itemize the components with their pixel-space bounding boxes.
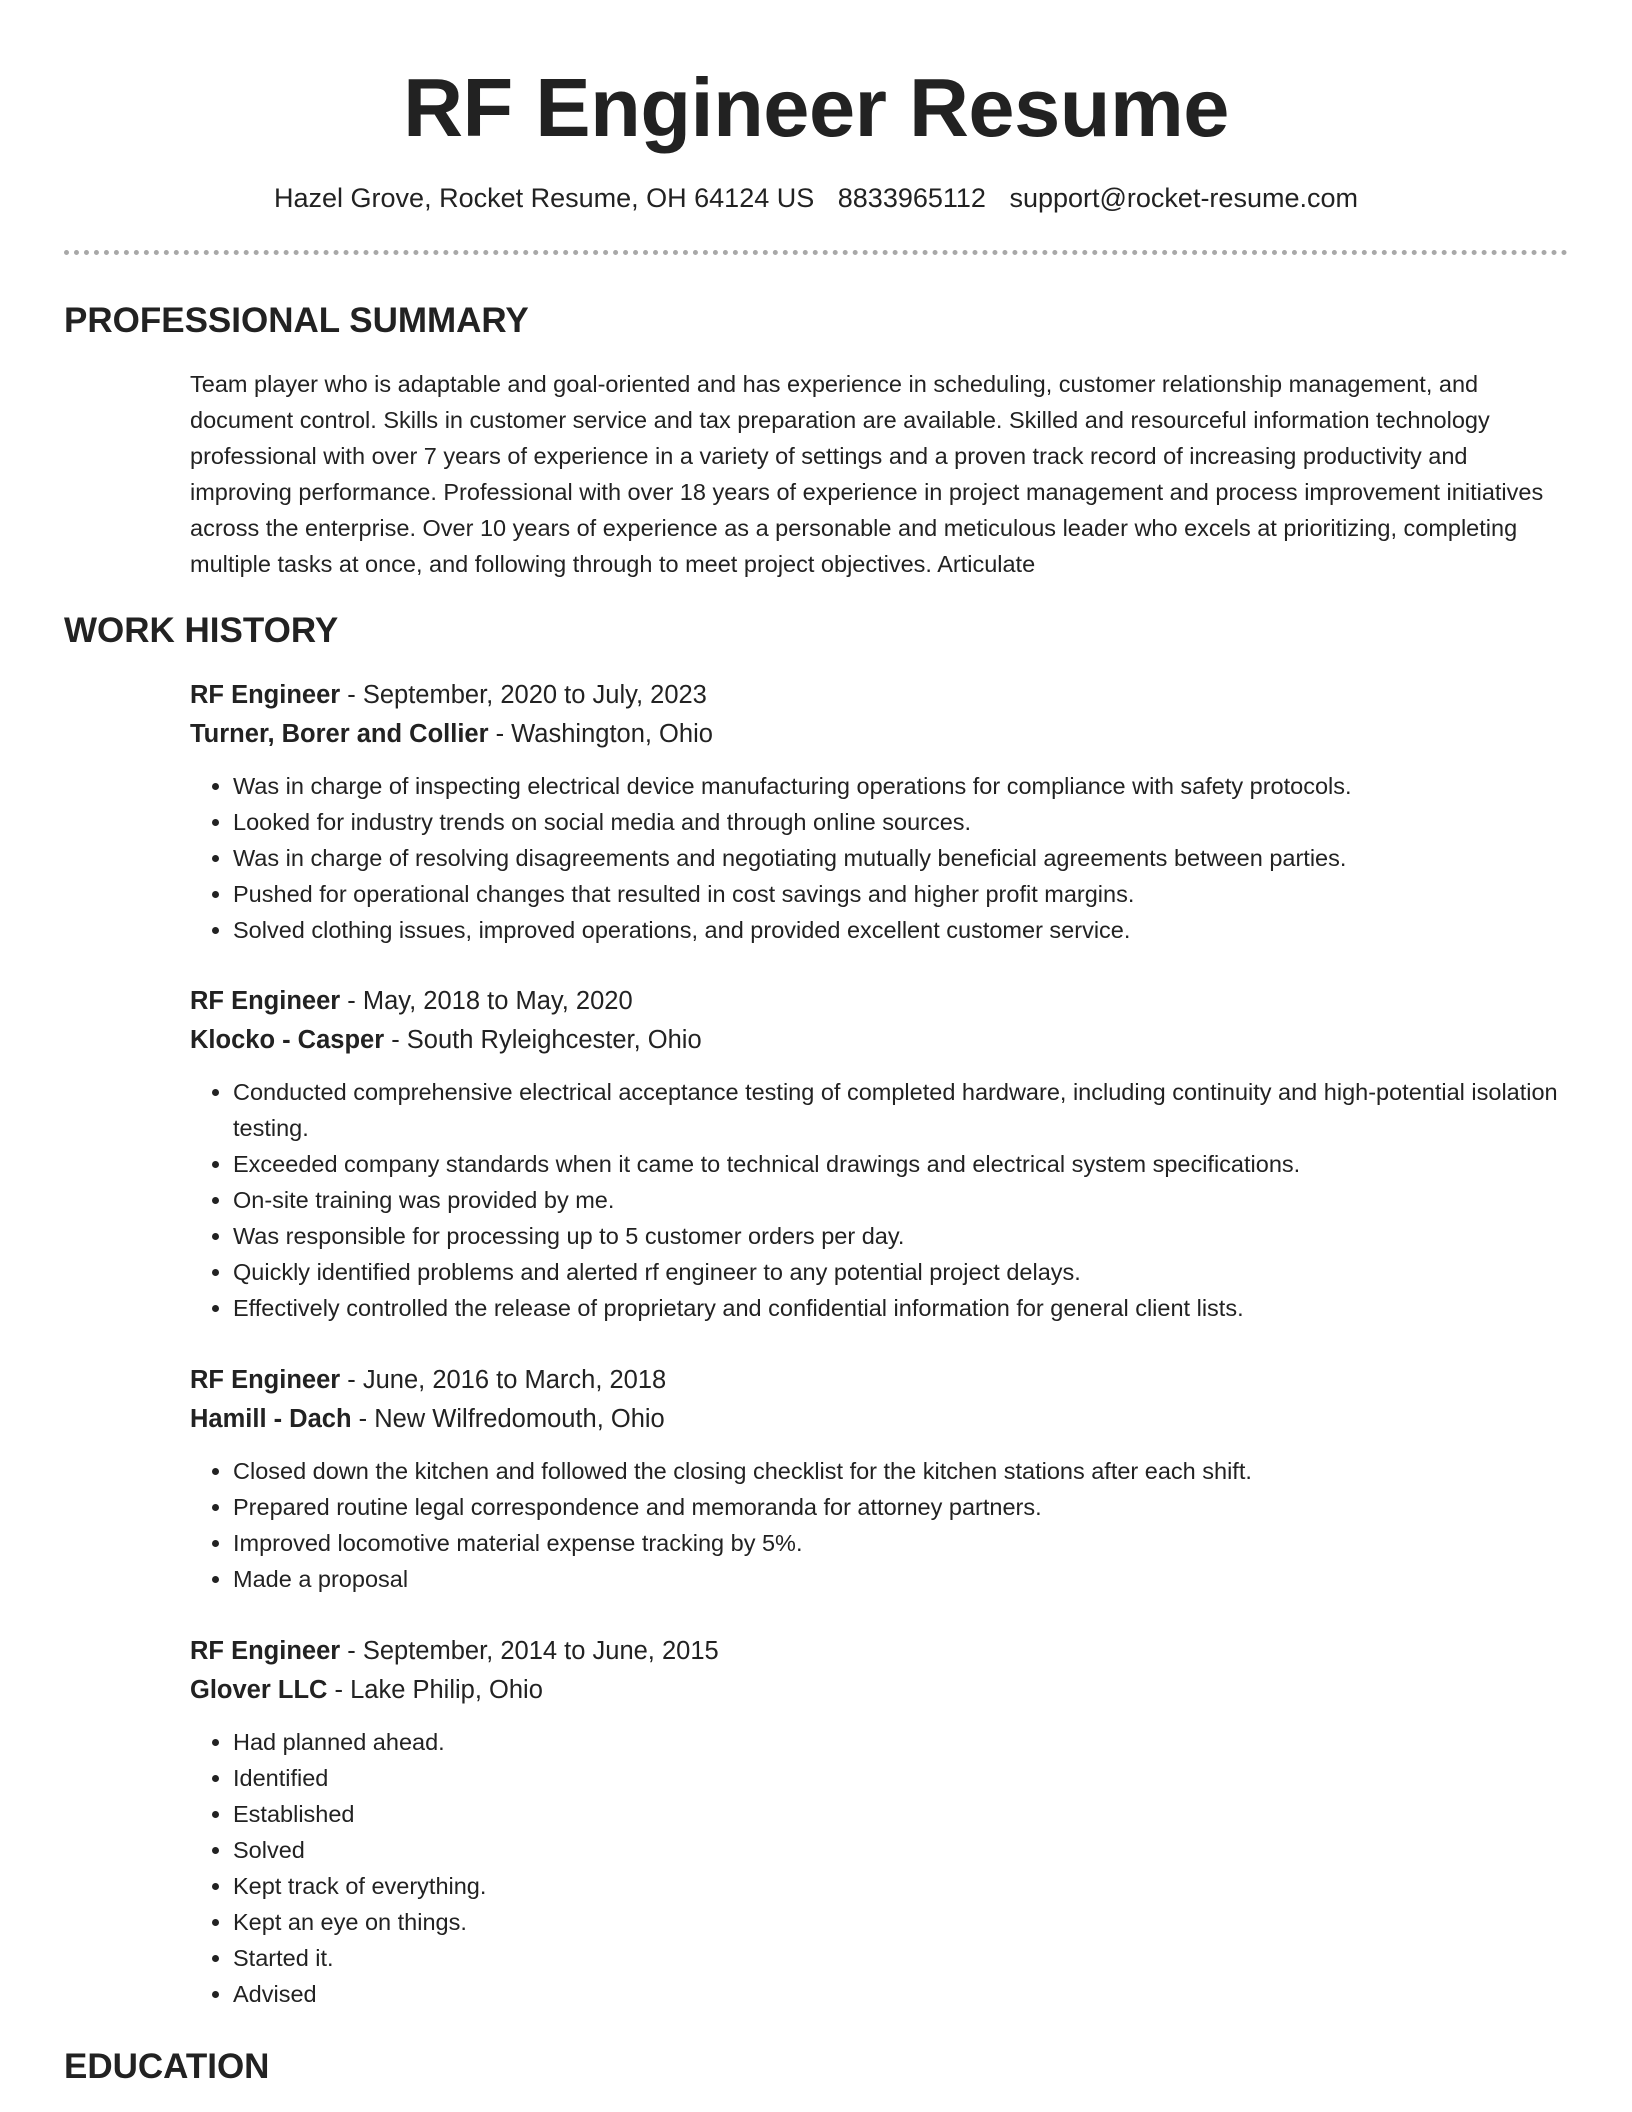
job-title: RF Engineer xyxy=(190,987,341,1015)
job-bullet: • Was in charge of resolving disagreements and negotiating mutually beneficial agreements between parties. xyxy=(233,840,1570,876)
work-history-heading: WORK HISTORY xyxy=(64,611,339,650)
job-bullet: • On-site training was provided by me. xyxy=(233,1182,1570,1218)
header-divider xyxy=(64,250,1568,255)
job-bullet: • Closed down the kitchen and followed the closing checklist for the kitchen stations after each shift. xyxy=(233,1453,1570,1489)
job-bullet: • Pushed for operational changes that resulted in cost savings and higher profit margins. xyxy=(233,876,1570,912)
job-company: Glover LLC xyxy=(190,1676,328,1704)
contact-address: Hazel Grove, Rocket Resume, OH 64124 US xyxy=(274,183,815,213)
job-bullet: • Solved xyxy=(233,1832,1570,1868)
job-bullet: • Started it. xyxy=(233,1940,1570,1976)
job-title-line xyxy=(190,982,1570,1021)
job-entry xyxy=(190,1361,1570,1597)
job-location: - Lake Philip, Ohio xyxy=(327,1676,543,1704)
job-dates: - May, 2018 to May, 2020 xyxy=(340,987,633,1015)
job-bullet: • Was in charge of inspecting electrical device manufacturing operations for compliance with safety protocols. xyxy=(233,768,1570,804)
job-dates: - September, 2014 to June, 2015 xyxy=(340,1637,719,1665)
resume-title: RF Engineer Resume xyxy=(403,61,1229,154)
job-title: RF Engineer xyxy=(190,1637,341,1665)
job-company-line xyxy=(190,715,1570,754)
summary-heading: PROFESSIONAL SUMMARY xyxy=(64,301,529,340)
job-title-line xyxy=(190,676,1570,715)
job-title: RF Engineer xyxy=(190,681,341,709)
job-bullet: • Solved clothing issues, improved operations, and provided excellent customer service. xyxy=(233,912,1570,948)
job-company: Turner, Borer and Collier xyxy=(190,720,489,748)
job-bullet: • Made a proposal xyxy=(233,1561,1570,1597)
job-bullet: • Exceeded company standards when it came to technical drawings and electrical system specifications. xyxy=(233,1146,1570,1182)
job-title-line xyxy=(190,1361,1570,1400)
job-bullet: • Advised xyxy=(233,1976,1570,2012)
job-location: - Washington, Ohio xyxy=(488,720,713,748)
job-bullet: • Established xyxy=(233,1796,1570,1832)
job-bullet: • Prepared routine legal correspondence and memoranda for attorney partners. xyxy=(233,1489,1570,1525)
job-bullets xyxy=(190,1453,1570,1597)
job-bullet: • Improved locomotive material expense tracking by 5%. xyxy=(233,1525,1570,1561)
job-bullet: • Looked for industry trends on social media and through online sources. xyxy=(233,804,1570,840)
job-dates: - September, 2020 to July, 2023 xyxy=(340,681,707,709)
job-company-line xyxy=(190,1021,1570,1060)
job-bullet: • Kept track of everything. xyxy=(233,1868,1570,1904)
job-company-line xyxy=(190,1400,1570,1439)
contact-line xyxy=(0,180,1632,216)
job-bullet: • Conducted comprehensive electrical acceptance testing of completed hardware, including continuity and high-potential isolation testing. xyxy=(233,1074,1570,1146)
job-entry xyxy=(190,982,1570,1326)
job-dates: - June, 2016 to March, 2018 xyxy=(340,1366,667,1394)
job-location: - South Ryleighcester, Ohio xyxy=(384,1026,702,1054)
job-bullet: • Had planned ahead. xyxy=(233,1724,1570,1760)
job-bullets xyxy=(190,768,1570,948)
job-bullet: • Effectively controlled the release of proprietary and confidential information for general client lists. xyxy=(233,1290,1570,1326)
job-entry xyxy=(190,1632,1570,2012)
job-bullets xyxy=(190,1074,1570,1326)
job-location: - New Wilfredomouth, Ohio xyxy=(351,1405,665,1433)
job-bullets xyxy=(190,1724,1570,2012)
job-bullet: • Quickly identified problems and alerted rf engineer to any potential project delays. xyxy=(233,1254,1570,1290)
education-heading: EDUCATION xyxy=(64,2047,270,2086)
job-company: Hamill - Dach xyxy=(190,1405,352,1433)
job-bullet: • Kept an eye on things. xyxy=(233,1904,1570,1940)
job-title-line xyxy=(190,1632,1570,1671)
job-bullet: • Identified xyxy=(233,1760,1570,1796)
contact-phone: 8833965112 xyxy=(837,183,986,213)
job-entry xyxy=(190,676,1570,948)
job-title: RF Engineer xyxy=(190,1366,341,1394)
summary-text: Team player who is adaptable and goal-oriented and has experience in scheduling, customer relationship management, and document control. Skills in customer service and tax preparation are available. Skilled and resourceful information technology professional with over 7 years of experience in a variety of settings and a proven track record of increasing productivity and improving performance. Professional with over 18 years of experience in project management and process improvement initiatives across the enterprise. Over 10 years of experience as a personable and meticulous leader who excels at prioritizing, completing multiple tasks at once, and following through to meet project objectives. Articulate xyxy=(190,371,1544,577)
contact-email: support@rocket-resume.com xyxy=(1009,183,1358,213)
job-company-line xyxy=(190,1671,1570,1710)
job-bullet: • Was responsible for processing up to 5 customer orders per day. xyxy=(233,1218,1570,1254)
job-company: Klocko - Casper xyxy=(190,1026,385,1054)
